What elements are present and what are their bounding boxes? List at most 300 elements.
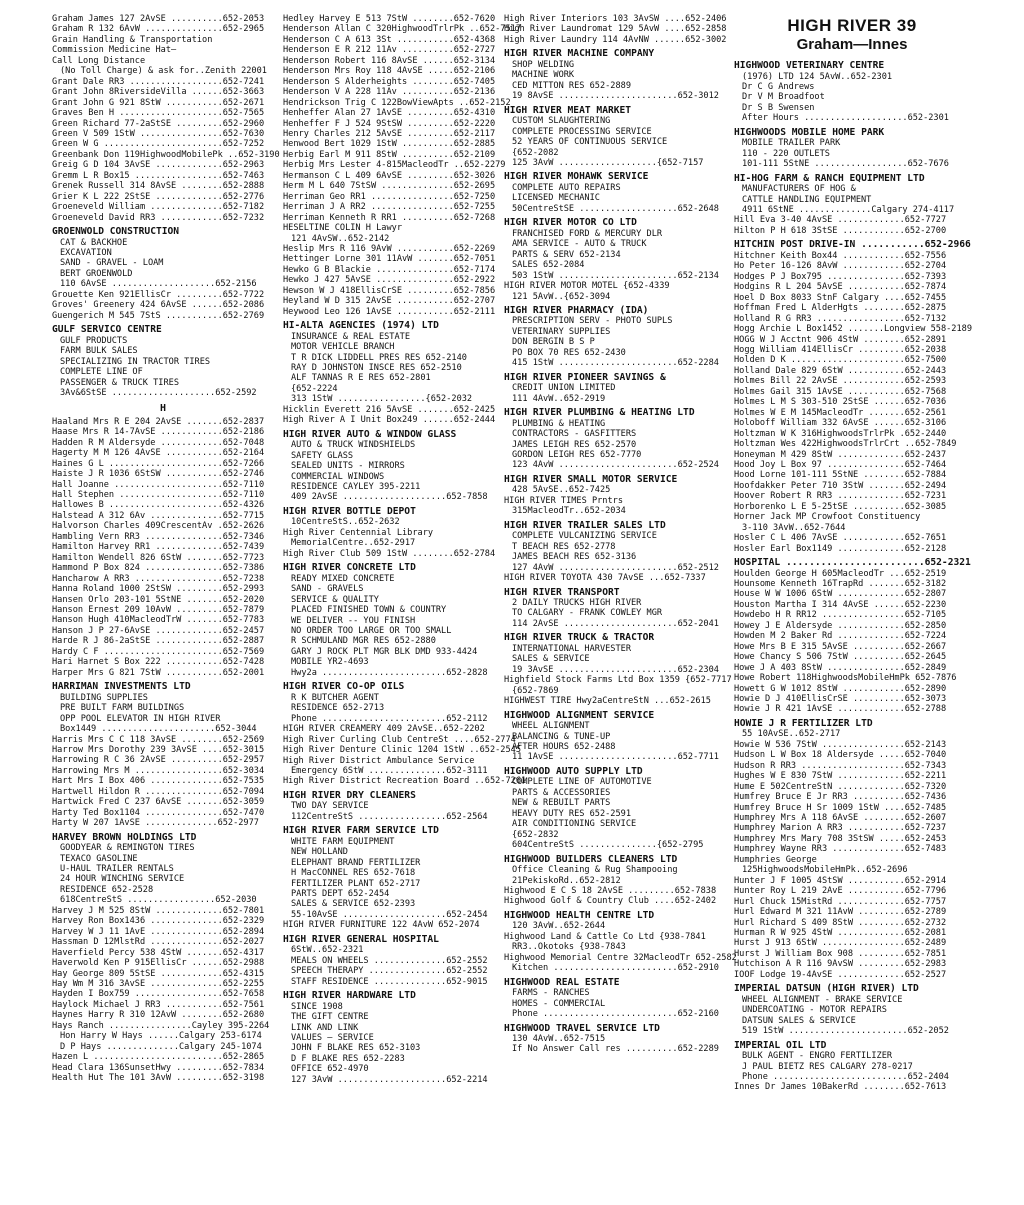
listing-line: Graham James 127 2AvSE ..........652-2053 <box>52 14 265 24</box>
listing-line: Haase Mrs R 14-7AvSE ............652-2186 <box>52 427 265 438</box>
listing-detail: 127 3AvW .....................652-2214 <box>291 1074 488 1085</box>
listing-line: Groeneveld William ..............652-7182 <box>52 202 265 213</box>
listing-line: Howdebo H R RR12 ................652-7105 <box>734 610 947 621</box>
listing-line: Haylock Michael J RR3 ...........652-7561 <box>52 999 265 1010</box>
listing-line: Hartwick Fred C 237 6AvSE .......652-3059 <box>52 797 265 808</box>
listing-line: Hayden I Box759 .................652-7658 <box>52 989 265 1000</box>
listing-detail: 503 1StW .......................652-2134 <box>512 270 719 281</box>
listing-line: Harper Mrs G 821 7StW ...........652-2001 <box>52 667 265 678</box>
listing-line: Hoel D Box 8033 StnF Calgary ....652-7455 <box>734 292 947 303</box>
listing-detail: 55 10AvSE..652-2717 <box>742 729 841 740</box>
listing-line: Hay Wm M 316 3AvSE ..............652-2255 <box>52 978 265 989</box>
listing-line: HIGH RIVER MOTOR MOTEL {652-4339 <box>504 281 670 292</box>
business-heading: HIGH RIVER AUTO & WINDOW GLASS <box>283 428 457 440</box>
listing-line: High River District Ambulance Service <box>283 755 475 766</box>
listing-line: Haynes Harry R 310 12AvW ........652-2680 <box>52 1010 265 1021</box>
business-heading: HIGH RIVER TRAILER SALES LTD <box>504 519 666 531</box>
listing-line: Henderson V A 228 11Av ..........652-2136 <box>283 87 496 98</box>
listing-detail: PRESCRIPTION SERV - PHOTO SUPLS <box>512 316 673 327</box>
listing-line: Herbig Earl M 911 8StW ..........652-2109 <box>283 149 496 160</box>
listing-detail: PARTS & ACCESSORIES <box>512 787 611 798</box>
listing-line: Humphries George <box>734 854 817 865</box>
listing-detail: CONTRACTORS - GASFITTERS <box>512 429 637 440</box>
listing-detail: 3-110 3AvW..652-7644 <box>742 522 846 533</box>
listing-detail: PARTS & SERV 652-2134 <box>512 249 621 260</box>
page-subtitle: Graham—Innes <box>796 36 908 53</box>
listing-line: Hodgins R L 204 5AvSE ...........652-7874 <box>734 282 947 293</box>
listing-detail: 19 8AvSE .......................652-3012 <box>512 91 719 102</box>
business-heading: HIGH RIVER MOHAWK SERVICE <box>504 171 649 183</box>
listing-line: Henderson S Alderheights ........652-7405 <box>283 76 496 87</box>
listing-line: Hewko J 427 5AvSE ...............652-2922 <box>283 275 496 286</box>
listing-line: Horner Jack MP Crowfoot Constituency <box>734 512 921 523</box>
listing-line: Heyland W D 315 2AvSE ...........652-2707 <box>283 296 496 307</box>
listing-line: High River Curling Club CentreSt ....652-2774 <box>283 734 516 745</box>
listing-line: Gremm L R Box15 .................652-7463 <box>52 170 265 181</box>
listing-line: Halstead A 312 6Av ..............652-7715 <box>52 510 265 521</box>
business-heading: HIGH RIVER SMALL MOTOR SERVICE <box>504 473 678 485</box>
listing-detail: (No Toll Charge) & ask for..Zenith 22001 <box>60 66 267 77</box>
listing-detail: DATSUN SALES & SERVICE <box>742 1015 856 1026</box>
listing-detail: MOBILE YR2-4693 <box>291 657 369 668</box>
listing-line: Hettinger Lorne 301 11AvW .......652-7051 <box>283 254 496 265</box>
listing-line: Highwood Golf & Country Club ....652-2402 <box>504 896 717 907</box>
listing-detail: JAMES LEIGH RES 652-2570 <box>512 439 637 450</box>
listing-line: Howie W 536 7StW ................652-2143 <box>734 739 947 750</box>
listing-line: Henderson E R 212 11Av ..........652-2727 <box>283 45 496 56</box>
business-heading: HIGH RIVER PLUMBING & HEATING LTD <box>504 407 695 419</box>
listing-detail: CUSTOM SLAUGHTERING <box>512 116 611 127</box>
listing-line: High River District Recreation Board ..652-7261 <box>283 776 527 787</box>
listing-detail: 50CentreStSE ...................652-2648 <box>512 203 719 214</box>
listing-detail: LICENSED MECHANIC <box>512 193 600 204</box>
business-heading: HIGH RIVER TRUCK & TRACTOR <box>504 632 655 644</box>
listing-line: Harrowing Mrs M .................652-3034 <box>52 765 265 776</box>
listing-line: Hewko G B Blackie ...............652-7174 <box>283 264 496 275</box>
listing-line: Holtzman W K 316HighwoodsTrlrPk .652-2440 <box>734 428 947 439</box>
listing-detail: SAND - GRAVEL - LOAM <box>60 258 164 269</box>
listing-line: HIGHWEST TIRE Hwy2aCentreStN ...652-2615 <box>504 696 711 707</box>
listing-line: Hosler C L 406 7AvSE ............652-7651 <box>734 533 947 544</box>
listing-detail: Hon Harry W Hays ......Calgary 253-6174 <box>60 1031 262 1042</box>
listing-detail: MACHINE WORK <box>512 70 575 81</box>
listing-detail: MemorialCentre..652-2917 <box>291 538 416 549</box>
listing-detail: NEW HOLLAND <box>291 847 348 858</box>
listing-detail: 11 1AvSE .......................652-7711 <box>512 752 719 763</box>
listing-line: Haverfield Percy 538 4StW .......652-4317 <box>52 947 265 958</box>
listing-detail: Box1449 ......................652-3044 <box>60 724 257 735</box>
listing-detail: BERT GROENWOLD <box>60 268 133 279</box>
listing-line: Hanson Ernest 209 10AvW .........652-7879 <box>52 605 265 616</box>
business-heading: HIGH RIVER PHARMACY (IDA) <box>504 304 649 316</box>
listing-line: Green W G .......................652-7252 <box>52 139 265 150</box>
listing-line: Harrowing R C 36 2AvSE ..........652-2957 <box>52 755 265 766</box>
listing-line: Howett G W 1012 8StW ............652-2890 <box>734 683 947 694</box>
listing-line: Howe Robert 118HighwoodsMobileHmPk 652-7876 <box>734 673 957 684</box>
listing-line: Hitchner Keith Box44 ............652-7556 <box>734 250 947 261</box>
listing-detail: MEALS ON WHEELS ..............652-2552 <box>291 955 488 966</box>
business-heading: HITCHIN POST DRIVE-IN ...........652-2966 <box>734 239 971 251</box>
listing-line: Houlden George H 605MacleodTr ...652-2519 <box>734 568 947 579</box>
listing-detail: Phone ..........................652-2404 <box>742 1071 949 1082</box>
listing-detail: INTERNATIONAL HARVESTER <box>512 643 631 654</box>
listing-line: Hewson W J 418EllisCrSE .........652-7856 <box>283 285 496 296</box>
listing-line: Hutchison A R 116 9AvSW .........652-2983 <box>734 959 947 970</box>
listing-line: High River Laundry 114 4AvNW ......652-3002 <box>504 34 727 45</box>
listing-line: Hogg William 414EllisCr .........652-2038 <box>734 344 947 355</box>
listing-detail: Office Cleaning & Rug Shampooing <box>512 865 678 876</box>
listing-detail: TEXACO GASOLINE <box>60 853 138 864</box>
listing-detail: TWO DAY SERVICE <box>291 801 369 812</box>
business-heading: GROENWOLD CONSTRUCTION <box>52 226 180 238</box>
listing-line: Howe Mrs B E 315 5AvSE ..........652-2667 <box>734 641 947 652</box>
listing-detail: SAND - GRAVELS <box>291 584 364 595</box>
listing-line: Greenbank Don 119HighwoodMobilePk ..652-3190 <box>52 149 280 160</box>
business-heading: HARVEY BROWN HOLDINGS LTD <box>52 831 197 843</box>
listing-line: Haiste J R 1036 6StSW ...........652-2746 <box>52 469 265 480</box>
listing-line: Grant John 8RiversideVilla ......652-3663 <box>52 87 265 98</box>
listing-line: Heslip Mrs R 116 9AvW ...........652-2269 <box>283 243 496 254</box>
page-header <box>734 16 970 54</box>
listing-line: Hartwell Hildon R ...............652-7094 <box>52 786 265 797</box>
listing-line: Holden D K ......................652-7500 <box>734 355 947 366</box>
column-2 <box>283 14 527 1085</box>
listing-detail: AFTER HOURS 652-2488 <box>512 742 616 753</box>
listing-detail: COMPLETE VULCANIZING SERVICE <box>512 531 657 542</box>
listing-detail: {652-2832 <box>512 829 559 840</box>
listing-detail: PASSENGER & TRUCK TIRES <box>60 377 179 388</box>
listing-detail: RESIDENCE 652-2528 <box>60 884 154 895</box>
listing-line: Holmes L M S 303-510 2StSE ......652-7036 <box>734 397 947 408</box>
listing-detail: Phone ........................652-2112 <box>291 713 488 724</box>
listing-line: Horborenko L E 5-25tSE ..........652-3085 <box>734 501 947 512</box>
listing-detail: SHOP WELDING <box>512 59 575 70</box>
listing-detail: CAT & BACKHOE <box>60 237 128 248</box>
listing-line: Hood Joy L Box 97 ...............652-7464 <box>734 459 947 470</box>
business-heading: HIGHWOODS MOBILE HOME PARK <box>734 126 885 138</box>
listing-detail: COMPLETE PROCESSING SERVICE <box>512 126 652 137</box>
business-heading: HIGH RIVER PIONEER SAVINGS & <box>504 371 666 383</box>
listing-detail: SALES 652-2084 <box>512 260 585 271</box>
listing-line: Hurst J 913 6StW ................652-2489 <box>734 938 947 949</box>
listing-detail: 604CentreStS ...............{652-2795 <box>512 840 704 851</box>
listing-detail: PARTS DEPT 652-2454 <box>291 889 390 900</box>
listing-line: Hambling Vern RR3 ...............652-7346 <box>52 531 265 542</box>
listing-line: Humfrey Bruce H Sr 1009 1StW ....652-7485 <box>734 802 947 813</box>
listing-detail: DON BERGIN B S P <box>512 337 595 348</box>
listing-line: Holtzman Wes 422HighwoodsTrlrCrt ..652-7849 <box>734 439 957 450</box>
listing-detail: 315MacleodTr..652-2034 <box>512 506 626 517</box>
listing-detail: GULF PRODUCTS <box>60 335 128 346</box>
listing-detail: After Hours ....................652-2301 <box>742 113 949 124</box>
listing-detail: H MacCONNEL RES 652-7618 <box>291 868 416 879</box>
listing-line: Holoboff William 332 6AvSE ......652-3106 <box>734 418 947 429</box>
listing-line: Henderson C A 613 3St ...........652-4368 <box>283 34 496 45</box>
listing-detail: HEAVY DUTY RES 652-2591 <box>512 808 631 819</box>
listing-detail: VETERINARY SUPPLIES <box>512 326 611 337</box>
business-heading: HIGHWOOD HEALTH CENTRE LTD <box>504 909 655 921</box>
listing-line: Highwood Memorial Centre 32MacleodTr 652-2582 <box>504 952 737 963</box>
listing-detail: 6StW..652-2321 <box>291 945 364 956</box>
listing-line: High River A I Unit Box249 ......652-2444 <box>283 415 496 426</box>
listing-line: Hoofdakker Peter 710 3StW .......652-2494 <box>734 480 947 491</box>
listing-line: Hudson L W Box 18 Aldersyde .....652-7040 <box>734 750 947 761</box>
listing-line: Holmes Gail 315 1AvSE ...........652-7568 <box>734 386 947 397</box>
listing-detail: Dr S B Swensen <box>742 102 815 113</box>
listing-line: Graham R 132 6AvW ...............652-2965 <box>52 24 265 35</box>
listing-line: Hanson Hugh 410MacleodTrW .......652-7783 <box>52 615 265 626</box>
listing-line: Henheffer F J 524 9StSW .........652-2220 <box>283 118 496 129</box>
listing-detail: 125 3AvW ...................{652-7157 <box>512 157 704 168</box>
listing-line: HOGG W J Acctnt 906 4StW ........652-2891 <box>734 334 947 345</box>
listing-detail: SPECIALIZING IN TRACTOR TIRES <box>60 356 211 367</box>
listing-line: Grouette Ken 921EllisCr .........652-7722 <box>52 289 265 300</box>
business-heading: HIGH RIVER CO-OP OILS <box>283 681 405 693</box>
listing-line: Heywood Leo 126 1AvSE ...........652-2111 <box>283 306 496 317</box>
listing-line: Hudson R RR3 ....................652-7343 <box>734 760 947 771</box>
listing-line: Hoffman Fred L AlderHgts ........652-2875 <box>734 303 947 314</box>
listing-line: Harrow Mrs Dorothy 239 3AvSE ....652-3015 <box>52 744 265 755</box>
listing-line: Hodges P J Box795 ...............652-7393 <box>734 271 947 282</box>
listing-detail: 123 4AvW .......................652-2524 <box>512 460 719 471</box>
listing-detail: 121 5AvW..{652-3094 <box>512 291 611 302</box>
listing-detail: 4911 6StNE ..............Calgary 274-4117 <box>742 205 955 216</box>
listing-line: Harty Ted Box1104 ...............652-7470 <box>52 807 265 818</box>
business-heading: HI-HOG FARM & RANCH EQUIPMENT LTD <box>734 172 925 184</box>
listing-line: Herriman Kenneth R RR1 ..........652-7268 <box>283 212 496 223</box>
listing-detail: J PAUL BIETZ RES CALGARY 278-0217 <box>742 1061 913 1072</box>
listing-line: Hurl Chuck 15MistRd .............652-7757 <box>734 896 947 907</box>
listing-detail: COMPLETE LINE OF AUTOMOTIVE <box>512 777 652 788</box>
listing-detail: FERTILIZER PLANT 652-2717 <box>291 878 421 889</box>
listing-line: House W W 1006 6StW .............652-2807 <box>734 589 947 600</box>
listing-detail: 19 3AvSE .......................652-2304 <box>512 664 719 675</box>
listing-line: Herm M L 640 7StSW ..............652-2695 <box>283 181 496 192</box>
listing-detail: COMPLETE AUTO REPAIRS <box>512 182 621 193</box>
listing-detail: WHITE FARM EQUIPMENT <box>291 836 395 847</box>
listing-line: Hosler Earl Box1149 .............652-2128 <box>734 543 947 554</box>
listing-line: Henderson Mrs Roy 118 4AvSE .....652-2106 <box>283 66 496 77</box>
business-heading: GULF SERVICO CENTRE <box>52 324 162 336</box>
listing-detail: 428 5AvSE..652-7425 <box>512 485 611 496</box>
page-title: HIGH RIVER 39 <box>787 16 917 35</box>
listing-detail: SALES & SERVICE 652-2393 <box>291 899 416 910</box>
listing-detail: 3Av&6StSE ....................652-2592 <box>60 387 257 398</box>
listing-detail: 114 2AvSE ......................652-2041 <box>512 618 719 629</box>
listing-line: Henheffer Alan 27 1AvSE .........652-4310 <box>283 108 496 119</box>
listing-line: HESELTINE COLIN H Lawyr <box>283 223 402 234</box>
listing-detail: T R DICK LIDDELL PRES RES 652-2140 <box>291 352 467 363</box>
listing-detail: 10CentreStS..652-2632 <box>291 517 400 528</box>
listing-detail: 130 4AvW..652-7515 <box>512 1034 606 1045</box>
listing-line: Howe Chancy S 506 7StW ..........652-2645 <box>734 652 947 663</box>
listing-line: Haines G L ......................652-7266 <box>52 458 265 469</box>
listing-line: Groves' Greenery 424 6AvSE ......652-2086 <box>52 300 265 311</box>
listing-line: Hay George 809 5StSE ............652-4315 <box>52 968 265 979</box>
listing-line: Groeneveld David RR3 ............652-7232 <box>52 212 265 223</box>
listing-detail: MANUFACTURERS OF HOG & <box>742 184 856 195</box>
listing-line: Howie D J 410EllisCrSE ..........652-3073 <box>734 693 947 704</box>
listing-detail: T BEACH RES 652-2778 <box>512 541 616 552</box>
column-3 <box>504 14 737 1055</box>
listing-detail: COMPLETE LINE OF <box>60 367 143 378</box>
listing-line: Grain Handling & Transportation <box>52 34 213 45</box>
listing-detail: TO CALGARY - FRANK COWLEY MGR <box>512 608 663 619</box>
column-4 <box>734 14 970 1093</box>
business-heading: HIGHWOOD REAL ESTATE <box>504 976 620 988</box>
listing-detail: Kitchen ........................652-2910 <box>512 963 719 974</box>
listing-detail: 127 4AvW .......................652-2512 <box>512 562 719 573</box>
listing-line: HIGH RIVER TIMES Prntrs <box>504 495 623 506</box>
listing-detail: Hwy2a ........................652-2828 <box>291 667 488 678</box>
listing-detail: PLACED FINISHED TOWN & COUNTRY <box>291 605 447 616</box>
listing-line: Herriman J A RR2 ................652-7255 <box>283 202 496 213</box>
listing-detail: WHEEL ALIGNMENT - BRAKE SERVICE <box>742 994 903 1005</box>
listing-line: Hammond P Box 824 ...............652-7386 <box>52 563 265 574</box>
listing-line: Hoover Robert R RR3 .............652-7231 <box>734 491 947 502</box>
listing-line: Hamilton Wendell 826 6StW .......652-7723 <box>52 552 265 563</box>
business-heading: HARRIMAN INVESTMENTS LTD <box>52 681 191 693</box>
listing-line: Hansen Orlo 203-101 5StNE .......652-2020 <box>52 594 265 605</box>
listing-line: Head Clara 136SunsetHwy .........652-7834 <box>52 1062 265 1073</box>
listing-detail: 415 1StW .......................652-2284 <box>512 358 719 369</box>
listing-line: Call Long Distance <box>52 55 146 66</box>
listing-detail: 121 4AvSW..652-2142 <box>291 233 390 244</box>
listing-detail: CATTLE HANDLING EQUIPMENT <box>742 194 872 205</box>
listing-detail: AMA SERVICE - AUTO & TRUCK <box>512 239 647 250</box>
business-heading: HIGH RIVER GENERAL HOSPITAL <box>283 933 439 945</box>
listing-line: Haverwold Ken P 915EllisCr ......652-2988 <box>52 958 265 969</box>
listing-detail: R K BUTCHER AGENT <box>291 692 379 703</box>
listing-detail: VALUES — SERVICE <box>291 1033 374 1044</box>
listing-detail: Dr V M Broadfoot <box>742 92 825 103</box>
column-1 <box>52 14 280 1084</box>
business-heading: HIGH RIVER MACHINE COMPANY <box>504 48 655 60</box>
listing-line: Harris Mrs C C 118 3AvSE ........652-2569 <box>52 734 265 745</box>
listing-line: Highwood Land & Cattle Co Ltd {938-7841 <box>504 931 706 942</box>
listing-detail: WE DELIVER -- YOU FINISH <box>291 615 416 626</box>
listing-line: High River Interiors 103 3AvSW ....652-2406 <box>504 14 727 24</box>
listing-line: Humphrey Mrs Mary 708 3StSW .....652-2453 <box>734 833 947 844</box>
listing-detail: ELEPHANT BRAND FERTILIZER <box>291 857 421 868</box>
listing-detail: SERVICE & QUALITY <box>291 594 379 605</box>
listing-line: Henry Charles 212 5AvSE .........652-2117 <box>283 128 496 139</box>
listing-detail: 111 4AvW..652-2919 <box>512 393 606 404</box>
listing-line: Henderson Allan C 320HighwoodTrlrPk ..652-7517 <box>283 24 521 35</box>
listing-line: Herriman Geo RR1 ................652-7250 <box>283 191 496 202</box>
listing-line: Howden M 2 Baker Rd .............652-7224 <box>734 631 947 642</box>
listing-detail: SINCE 1908 <box>291 1001 343 1012</box>
listing-detail: RESIDENCE CAYLEY 395-2211 <box>291 482 421 493</box>
listing-detail: HOMES - COMMERCIAL <box>512 998 606 1009</box>
business-heading: HIGH RIVER HARDWARE LTD <box>283 990 416 1002</box>
business-heading: HIGHWOOD VETERINARY CENTRE <box>734 60 885 71</box>
listing-line: Hari Harnet S Box 222 ...........652-7428 <box>52 657 265 668</box>
business-heading: HOSPITAL ........................652-2321 <box>734 557 971 569</box>
listing-line: Grant John G 921 8StW ...........652-2671 <box>52 97 265 108</box>
listing-line: Henderson Robert 116 8AvSE ......652-3134 <box>283 55 496 66</box>
listing-detail: R SCHMULAND MGR RES 652-2880 <box>291 636 436 647</box>
listing-line: Hurl Richard S 409 8StW .........652-2732 <box>734 917 947 928</box>
listing-detail: PLUMBING & HEATING <box>512 418 606 429</box>
listing-detail: 55-10AvSE ....................652-2454 <box>291 909 488 920</box>
business-heading: IMPERIAL OIL LTD <box>734 1039 827 1051</box>
business-heading: HIGHWOOD TRAVEL SERVICE LTD <box>504 1022 660 1034</box>
listing-detail: UNDERCOATING - MOTOR REPAIRS <box>742 1005 887 1016</box>
listing-detail: CED MITTON RES 652-2889 <box>512 80 631 91</box>
listing-detail: 120 3AvW..652-2644 <box>512 921 606 932</box>
listing-detail: RAY D JOHNSTON INSCE RES 652-2510 <box>291 363 462 373</box>
listing-detail: D F BLAKE RES 652-2283 <box>291 1053 405 1064</box>
business-heading: HOWIE J R FERTILIZER LTD <box>734 717 873 729</box>
listing-line: Howe J A 403 8StW ...............652-2849 <box>734 662 947 673</box>
listing-detail: NEW & REBUILT PARTS <box>512 798 611 809</box>
listing-line: Hazen L .........................652-2865 <box>52 1052 265 1063</box>
listing-line: Harvey J M 525 8StW .............652-7801 <box>52 905 265 916</box>
listing-line: Hassman D 12MlstRd ..............652-2027 <box>52 937 265 948</box>
listing-line: HIGH RIVER FURNITURE 122 4AvW 652-2074 <box>283 920 480 931</box>
listing-detail: RESIDENCE 652-2713 <box>291 703 385 714</box>
listing-line: Humphrey Wayne RR3 ..............652-7483 <box>734 844 947 855</box>
listing-line: HIGH RIVER CREAMERY 409 2AvSE..652-2202 <box>283 724 485 735</box>
listing-line: Grant Dale RR3 ..................652-7241 <box>52 76 265 87</box>
business-heading: HIGHWOOD ALIGNMENT SERVICE <box>504 709 655 721</box>
listing-line: Halvorson Charles 409CrescentAv .652-2626 <box>52 521 265 532</box>
listing-line: Hall Joanne .....................652-7110 <box>52 479 265 490</box>
listing-line: Houston Martha I 314 4AvSE ......652-2230 <box>734 599 947 610</box>
listing-line: HIGH RIVER TOYOTA 430 7AvSE ...652-7337 <box>504 573 706 584</box>
listing-detail: EXCAVATION <box>60 248 112 259</box>
listing-detail: SPEECH THERAPY ...............652-2552 <box>291 966 488 977</box>
listing-line: Grenek Russell 314 8AvSE ........652-2888 <box>52 181 265 192</box>
listing-line: Harvey W J 11 1AvE ..............652-2894 <box>52 926 265 937</box>
listing-detail: FARM BULK SALES <box>60 346 138 357</box>
listing-detail: GARY J ROCK PLT MGR BLK DMD 933-4424 <box>291 646 478 657</box>
listing-line: Holland Dale 829 6StW ...........652-2443 <box>734 365 947 376</box>
listing-detail: If No Answer Call res ..........652-2289 <box>512 1044 719 1055</box>
listing-line: Howie J R 421 1AvSE .............652-2788 <box>734 704 947 715</box>
listing-line: Hume E 502CentreStN .............652-7320 <box>734 781 947 792</box>
listing-line: Holland R G RR3 .................652-7132 <box>734 313 947 324</box>
listing-line: Hanson J P 27-6AvSE .............652-2457 <box>52 625 265 636</box>
listing-line: Hendrickson Trig C 122BowViewApts ..652-2152 <box>283 97 511 108</box>
listing-line: Hart Mrs I Box 406 ..............652-7535 <box>52 776 265 787</box>
listing-detail: OFFICE 652-4970 <box>291 1064 369 1075</box>
listing-detail: 2 DAILY TRUCKS HIGH RIVER <box>512 598 642 609</box>
listing-line: Hounsome Kenneth 16TrapRd .......652-3182 <box>734 578 947 589</box>
listing-line: Honeyman M 429 8StW .............652-2437 <box>734 449 947 460</box>
listing-detail: FRANCHISED FORD & MERCURY DLR <box>512 228 663 239</box>
listing-detail: CREDIT UNION LIMITED <box>512 383 616 394</box>
listing-detail: 110 - 220 OUTLETS <box>742 148 830 159</box>
listing-line: Commission Medicine Hat— <box>52 45 177 56</box>
listing-line: Greig G D 104 3AvSE .............652-2963 <box>52 160 265 171</box>
listing-detail: GOODYEAR & REMINGTON TIRES <box>60 843 195 854</box>
listing-line: Harty W 207 1AvSE ..............652-2977 <box>52 818 259 829</box>
listing-line: Ho Peter 16-126 8AvW ............652-2704 <box>734 261 947 272</box>
listing-line: High River Denture Clinic 1204 1StW ..652-2545 <box>283 745 521 756</box>
listing-line: High River Club 509 1StW ........652-2784 <box>283 548 496 559</box>
listing-line: Hill Eva 3-40 4AvSE .............652-7727 <box>734 215 947 226</box>
listing-detail: INSURANCE & REAL ESTATE <box>291 331 410 342</box>
listing-detail: BALANCING & TUNE-UP <box>512 731 611 742</box>
listing-detail: SALES & SERVICE <box>512 654 590 665</box>
listing-detail: AUTO & TRUCK WINDSHIELDS <box>291 440 416 451</box>
listing-line: Humphrey Mrs A 118 6AvSE ........652-2607 <box>734 813 947 823</box>
listing-detail: LINK AND LINK <box>291 1022 359 1033</box>
listing-line: Graves Ben H ....................652-7565 <box>52 108 265 119</box>
listing-line: Henwood Bert 1029 1StW ..........652-2885 <box>283 139 496 150</box>
